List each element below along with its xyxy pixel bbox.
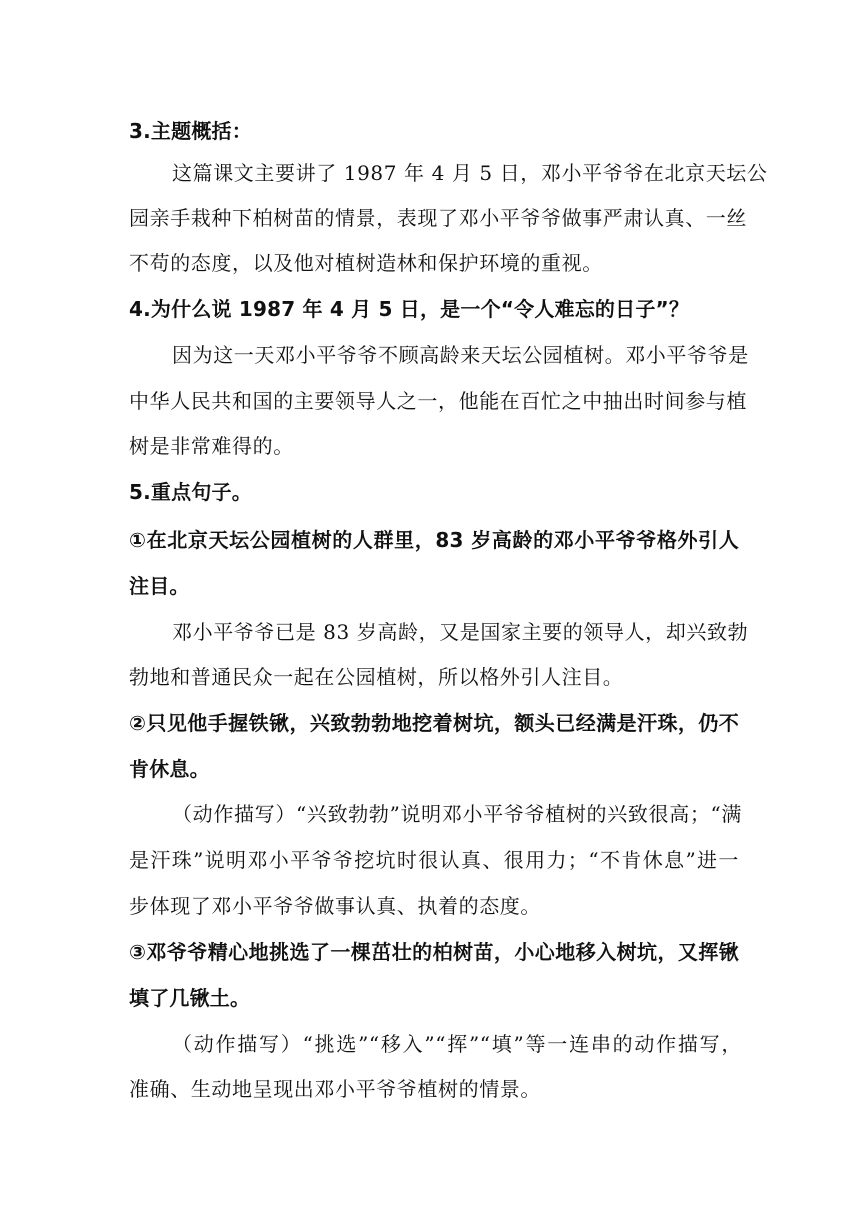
- section-3-line-1: 这篇课文主要讲了 1987 年 4 月 5 日，邓小平爷爷在北京天坛公: [172, 161, 768, 185]
- section-5-heading: 5.重点句子。: [129, 480, 252, 504]
- section-4-heading: 4.为什么说 1987 年 4 月 5 日，是一个“令人难忘的日子”？: [129, 297, 690, 321]
- sentence-2-line-1: ②只见他手握铁锹，兴致勃勃地挖着树坑，额头已经满是汗珠，仍不: [129, 711, 739, 735]
- analysis-3-line-2: 准确、生动地呈现出邓小平爷爷植树的情景。: [129, 1077, 541, 1101]
- analysis-2-line-3: 步体现了邓小平爷爷做事认真、执着的态度。: [129, 894, 541, 918]
- analysis-3-line-1: （动作描写）“挑选”“移入”“挥”“填”等一连串的动作描写，: [172, 1032, 742, 1056]
- sentence-3-line-1: ③邓爷爷精心地挑选了一棵茁壮的柏树苗，小心地移入树坑，又挥锹: [129, 940, 739, 964]
- section-4-line-3: 树是非常难得的。: [129, 434, 294, 458]
- analysis-2-line-2: 是汗珠”说明邓小平爷爷挖坑时很认真、很用力；“不肯休息”进一: [129, 848, 739, 872]
- sentence-2-line-2: 肯休息。: [129, 757, 210, 781]
- sentence-3-line-2: 填了几锹土。: [129, 986, 251, 1010]
- section-4-line-1: 因为这一天邓小平爷爷不顾高龄来天坛公园植树。邓小平爷爷是: [172, 343, 749, 367]
- section-3-heading: 3.主题概括：: [129, 119, 252, 143]
- sentence-1-line-1: ①在北京天坛公园植树的人群里，83 岁高龄的邓小平爷爷格外引人: [129, 528, 739, 552]
- section-3-line-3: 不苟的态度，以及他对植树造林和保护环境的重视。: [129, 251, 603, 275]
- analysis-1-line-1: 邓小平爷爷已是 83 岁高龄，又是国家主要的领导人，却兴致勃: [172, 620, 749, 644]
- section-4-line-2: 中华人民共和国的主要领导人之一，他能在百忙之中抽出时间参与植: [129, 389, 747, 413]
- analysis-1-line-2: 勃地和普通民众一起在公园植树，所以格外引人注目。: [129, 665, 624, 689]
- sentence-1-line-2: 注目。: [129, 574, 190, 598]
- analysis-2-line-1: （动作描写）“兴致勃勃”说明邓小平爷爷植树的兴致很高；“满: [172, 802, 742, 826]
- section-3-line-2: 园亲手栽种下柏树苗的情景，表现了邓小平爷爷做事严肃认真、一丝: [129, 206, 747, 230]
